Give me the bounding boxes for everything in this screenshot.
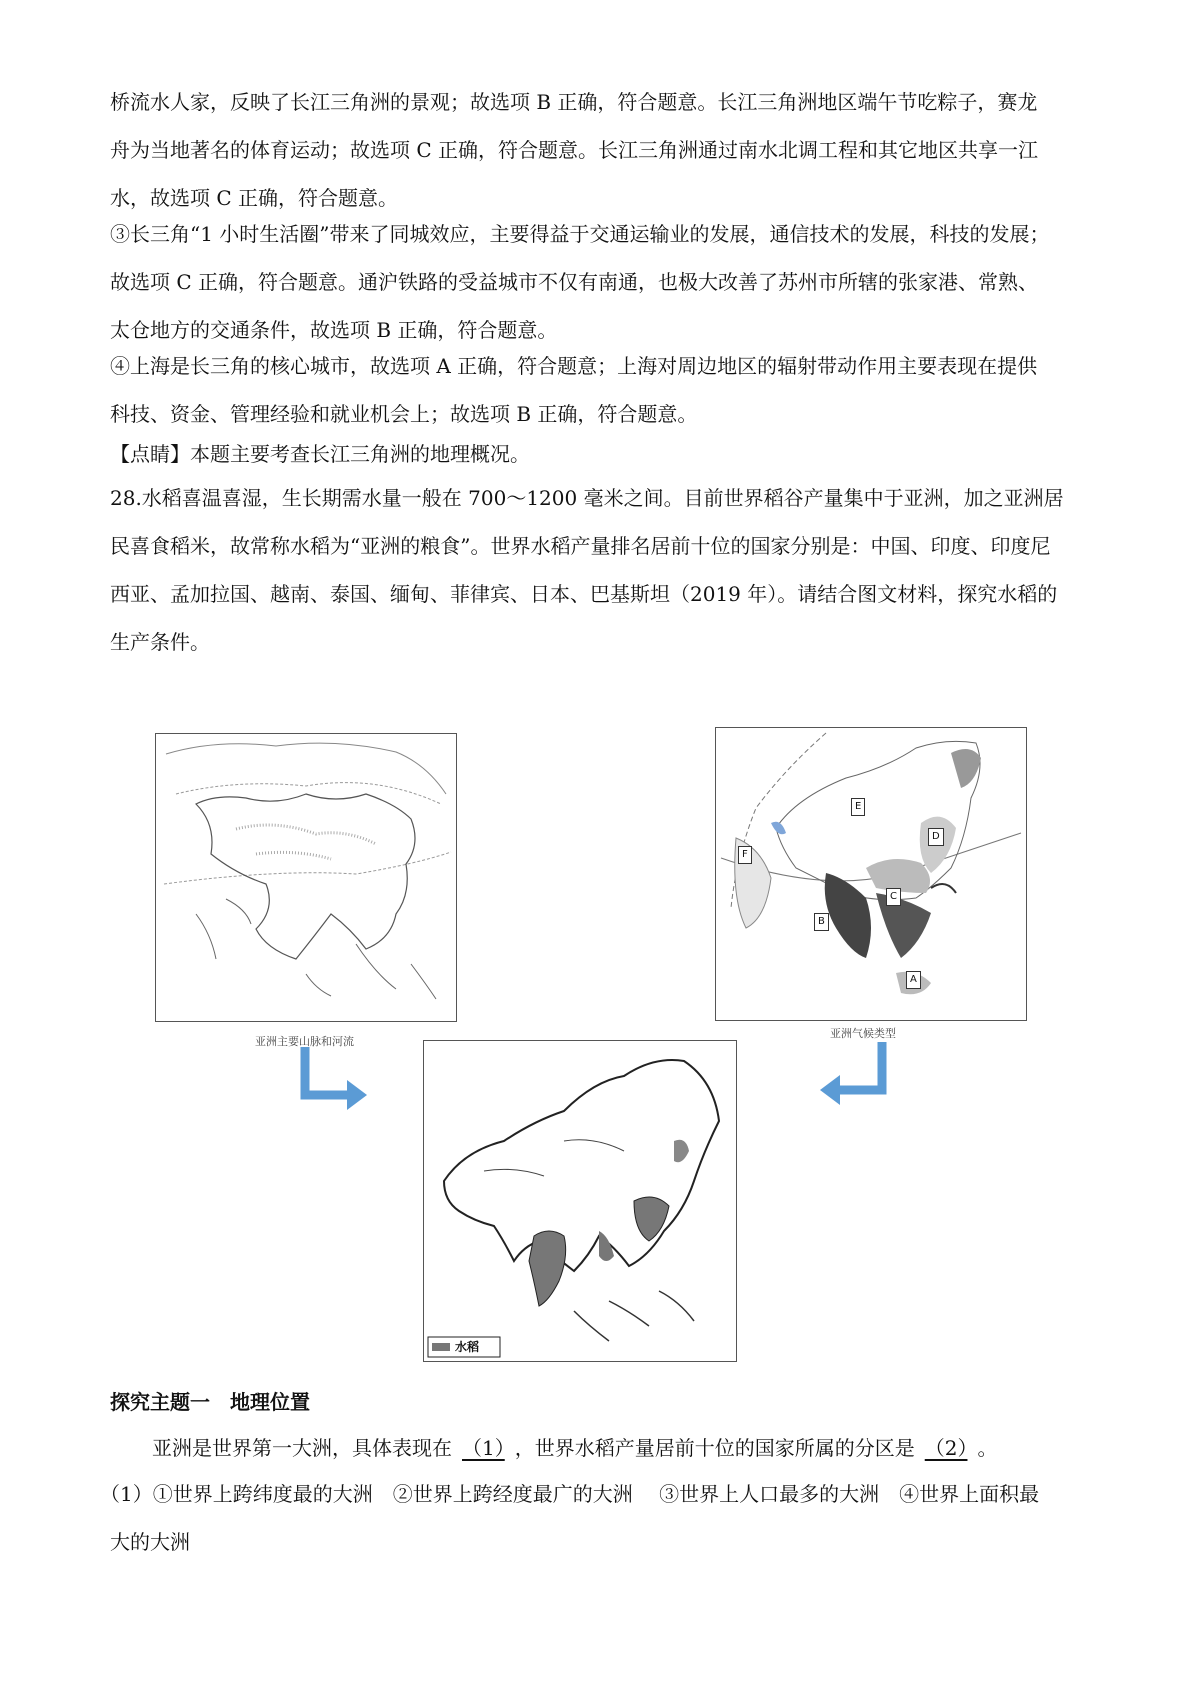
question-stem-line (110, 1424, 1095, 1472)
question-text-end: 。 (977, 1436, 998, 1460)
climate-label-e: E (851, 798, 865, 816)
answer-paragraph-2 (110, 210, 1095, 354)
text-line: 故选项 C 正确，符合题意。通沪铁路的受益城市不仅有南通，也极大改善了苏州市所辖的张家港、常熟、 (110, 270, 1039, 294)
question-28-paragraph (110, 474, 1095, 666)
blank-2: （2） (924, 1436, 968, 1460)
map-climate-types-caption: 亚洲气候类型 (830, 1027, 896, 1040)
question-text-middle: ，世界水稻产量居前十位的国家所属的分区是 (514, 1436, 915, 1460)
question-text-before: 亚洲是世界第一大洲，具体表现在 (152, 1436, 452, 1460)
map-mountains-rivers (155, 733, 457, 1022)
arrow-left-icon (812, 1040, 892, 1110)
text-line: 生产条件。 (110, 630, 210, 654)
climate-label-d: D (928, 828, 944, 846)
text-line: 28.水稻喜温喜湿，生长期需水量一般在 700～1200 毫米之间。目前世界稻谷产量集中于亚洲，加之亚洲居 (110, 486, 1064, 510)
text-line: 科技、资金、管理经验和就业机会上；故选项 B 正确，符合题意。 (110, 402, 698, 426)
text-line: 【点睛】本题主要考查长江三角洲的地理概况。 (110, 442, 530, 466)
text-line: 舟为当地著名的体育运动；故选项 C 正确，符合题意。长江三角洲通过南水北调工程和其它地区共享一江 (110, 138, 1039, 162)
text-line: 桥流水人家，反映了长江三角洲的景观；故选项 B 正确，符合题意。长江三角洲地区端午节吃粽子，赛龙 (110, 90, 1038, 114)
answer-paragraph-1 (110, 78, 1095, 222)
map-rice-distribution (423, 1040, 737, 1362)
climate-label-b: B (814, 913, 829, 931)
rice-legend-label: 水稻 (455, 1340, 480, 1354)
map-mountains-rivers-caption: 亚洲主要山脉和河流 (255, 1035, 354, 1048)
section-heading-text: 探究主题一 地理位置 (110, 1390, 310, 1414)
section-heading (110, 1378, 1095, 1426)
map-mountains-rivers-drawing (156, 734, 456, 1021)
climate-label-a: A (906, 971, 921, 989)
answer-paragraph-3 (110, 342, 1095, 438)
text-line: 西亚、孟加拉国、越南、泰国、缅甸、菲律宾、日本、巴基斯坦（2019 年）。请结合图文材料，探究水稻的 (110, 582, 1058, 606)
map-rice-distribution-drawing (424, 1041, 736, 1361)
map-climate-types-drawing (716, 728, 1026, 1020)
blank-1: （1） (462, 1436, 505, 1460)
options-line-2: 大的大洲 (110, 1530, 190, 1554)
arrow-right-icon (295, 1045, 375, 1115)
question-stem (110, 1424, 1095, 1472)
climate-label-f: F (738, 846, 752, 864)
options-line-1: （1）①世界上跨纬度最的大洲 ②世界上跨经度最广的大洲 ③世界上人口最多的大洲 ④世界上面积最 (100, 1482, 1040, 1506)
tip-paragraph (110, 430, 1095, 478)
options-paragraph (100, 1470, 1085, 1566)
text-line: 水，故选项 C 正确，符合题意。 (110, 186, 399, 210)
text-line: 太仓地方的交通条件，故选项 B 正确，符合题意。 (110, 318, 558, 342)
map-climate-types (715, 727, 1027, 1021)
text-line: ④上海是长三角的核心城市，故选项 A 正确，符合题意；上海对周边地区的辐射带动作用主要表现在提供 (110, 354, 1038, 378)
text-line: ③长三角“1 小时生活圈”带来了同城效应，主要得益于交通运输业的发展，通信技术的发展，科技的发展； (110, 222, 1050, 246)
text-line: 民喜食稻米，故常称水稻为“亚洲的粮食”。世界水稻产量排名居前十位的国家分别是：中国、印度、印度尼 (110, 534, 1051, 558)
climate-label-c: C (886, 888, 901, 906)
